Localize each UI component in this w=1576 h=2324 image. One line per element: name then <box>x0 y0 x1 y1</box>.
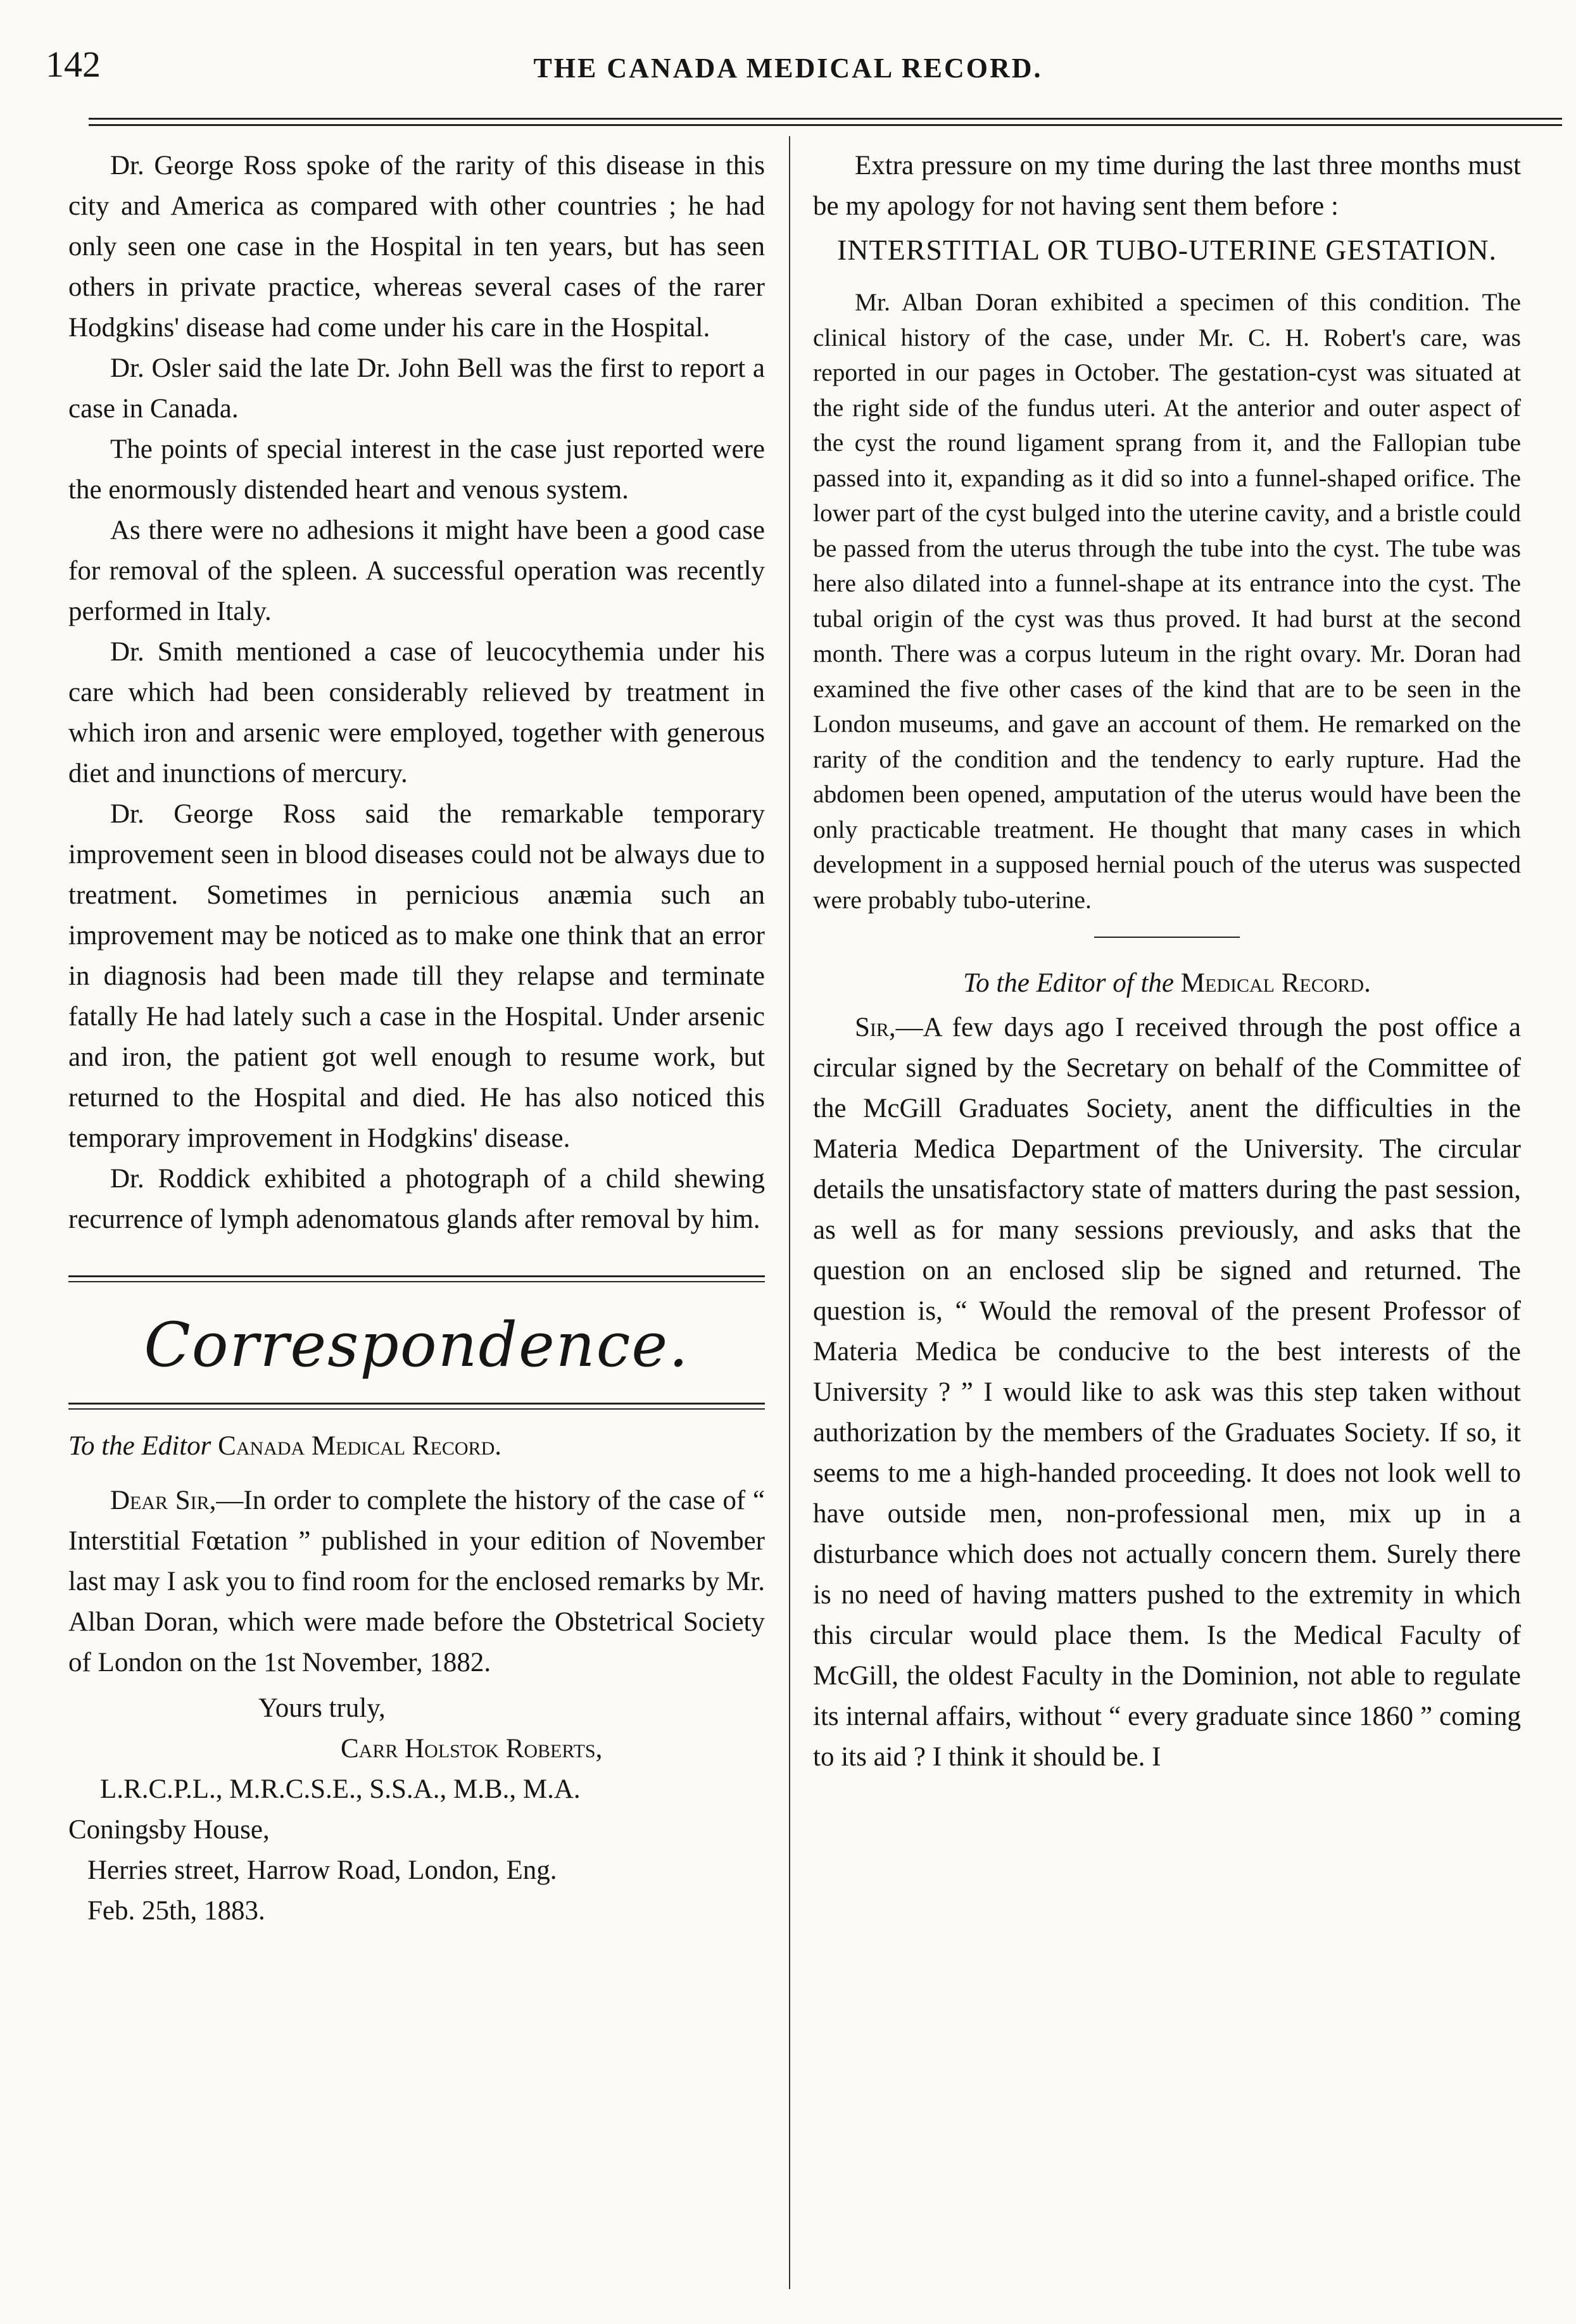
paragraph-roddick: Dr. Roddick exhibited a photograph of a child shewing recurrence of lymph adenomatous glands after removal by him. <box>68 1164 765 1234</box>
letter2-addressee <box>813 963 1521 1004</box>
letter-date: Feb. 25th, 1883. <box>87 1896 265 1926</box>
section-rule-bottom-2 <box>68 1408 765 1410</box>
header-rule-top <box>89 118 1562 120</box>
letter-addressee-prefix: To the Editor <box>68 1431 211 1461</box>
section-rule-top <box>68 1275 765 1277</box>
letter2-body <box>813 1007 1521 1778</box>
letter-qualifications: L.R.C.P.L., M.R.C.S.E., S.S.A., M.B., M.A. <box>100 1774 581 1804</box>
header-rule-bottom <box>89 124 1562 126</box>
running-head: THE CANADA MEDICAL RECORD. <box>533 53 1043 84</box>
column-divider <box>789 136 790 2289</box>
letter2-body-text: —A few days ago I received through the post office a circular signed by the Secretary on behalf of the Committee of the McGill Graduates Society, anent the difficulties in the Materia Medica Department of the University. The circular details the unsatisfactory state of matters during the past session, as well as for many sessions previously, and asks that the question on an enclosed slip be signed and returned. The question is, “ Would the removal of the present Professor of Materia Medica be conducive to the best interests of the University ? ” I would like to ask was this step taken without authorization by the members of the Graduates Society. If so, it seems to me a high-handed proceeding. It does not look well to have outside men, non-professional men, mix up in a disturbance which does not actually concern them. Surely there is no need of having matters pushed to the extremity in which this circular would place them. Is the Medical Faculty of McGill, the oldest Faculty in the Dominion, not able to regulate its internal affairs, without “ every graduate since 1860 ” coming to its aid ? I think it should be. I <box>813 1013 1521 1772</box>
letter-addressee <box>68 1426 765 1467</box>
letter-addressee-journal: Canada Medical Record. <box>218 1431 501 1461</box>
letter2-salutation: Sir, <box>855 1013 896 1042</box>
letter-body-text: —In order to complete the history of the case of “ Interstitial Fœtation ” published in your edition of November last may I ask you to find room for the enclosed remarks by Mr. Alban Doran, which were made before the Obstetrical Society of London on the 1st November, 1882. <box>68 1486 766 1677</box>
report-end-rule <box>1094 937 1240 938</box>
letter-address-1: Coningsby House, <box>68 1815 270 1845</box>
section-rule-bottom <box>68 1403 765 1405</box>
letter-closing: Yours truly, <box>258 1693 386 1723</box>
letter-signature: Carr Holstok Roberts, <box>341 1734 603 1764</box>
paragraph-ross-rarity: Dr. George Ross spoke of the rarity of this disease in this city and America as compared with other countries ; he had only seen one case in the Hospital in ten years, but has seen others in private practice, whereas several cases of the rarer Hodgkins' disease had come under his care in the Hospital. <box>68 151 765 343</box>
report-paragraph: Mr. Alban Doran exhibited a specimen of this condition. The clinical history of the case, under Mr. C. H. Robert's care, was reported in our pages in October. The gestation-cyst was situated at the right side of the fundus uteri. At the anterior and outer aspect of the cyst the round ligament sprang from it, and the Fallopian tube passed into it, expanding as it did so into a funnel-shaped orifice. The lower part of the cyst bulged into the uterine cavity, and a bristle could be passed from the uterus through the tube into the cyst. The tube was here also dilated into a funnel-shape at its entrance into the cyst. The tubal origin of the cyst was thus proved. It had burst at the second month. There was a corpus luteum in the right ovary. Mr. Doran had examined the five other cases of the kind that are to be seen in the London museums, and gave an account of them. He remarked on the rarity of the condition and the tendency to early rupture. Had the abdomen been opened, amputation of the uterus would have been the only practicable treatment. He thought that many cases in which development in a supposed hernial pouch of the uterus was suspected were probably tubo-uterine. <box>813 288 1521 914</box>
right-column <box>813 146 1521 1778</box>
left-column <box>68 146 765 1931</box>
letter-salutation: Dear Sir, <box>110 1486 217 1515</box>
letter-body <box>68 1481 765 1683</box>
report-heading: INTERSTITIAL OR TUBO-UTERINE GESTATION. <box>836 234 1497 266</box>
paragraph-points: The points of special interest in the case just reported were the enormously distended heart and venous system. <box>68 434 765 505</box>
paragraph-adhesions: As there were no adhesions it might have been a good case for removal of the spleen. A successful operation was recently performed in Italy. <box>68 515 765 626</box>
section-rule-top-2 <box>68 1281 765 1282</box>
page-number: 142 <box>46 44 101 85</box>
paragraph-ross-improvement: Dr. George Ross said the remarkable temporary improvement seen in blood diseases could not be always due to treatment. Sometimes in pernicious anæmia such an improvement may be noticed as to make one think that an error in diagnosis had been made till they relapse and terminate fatally He had lately such a case in the Hospital. Under arsenic and iron, the patient got well enough to resume work, but returned to the Hospital and died. He has also noticed this temporary improvement in Hodgkins' disease. <box>68 799 765 1153</box>
paragraph-smith: Dr. Smith mentioned a case of leucocythemia under his care which had been considerably relieved by treatment in which iron and arsenic were employed, together with generous diet and inunctions of mercury. <box>68 637 765 788</box>
letter-address-2: Herries street, Harrow Road, London, Eng. <box>87 1855 557 1885</box>
letter2-addressee-journal: Medical Record. <box>1180 968 1371 998</box>
intro-paragraph: Extra pressure on my time during the last three months must be my apology for not having sent them before : <box>813 151 1521 221</box>
paragraph-osler: Dr. Osler said the late Dr. John Bell was the first to report a case in Canada. <box>68 353 765 424</box>
section-title: Correspondence. <box>144 1310 690 1380</box>
letter2-addressee-prefix: To the Editor of the <box>963 968 1175 998</box>
